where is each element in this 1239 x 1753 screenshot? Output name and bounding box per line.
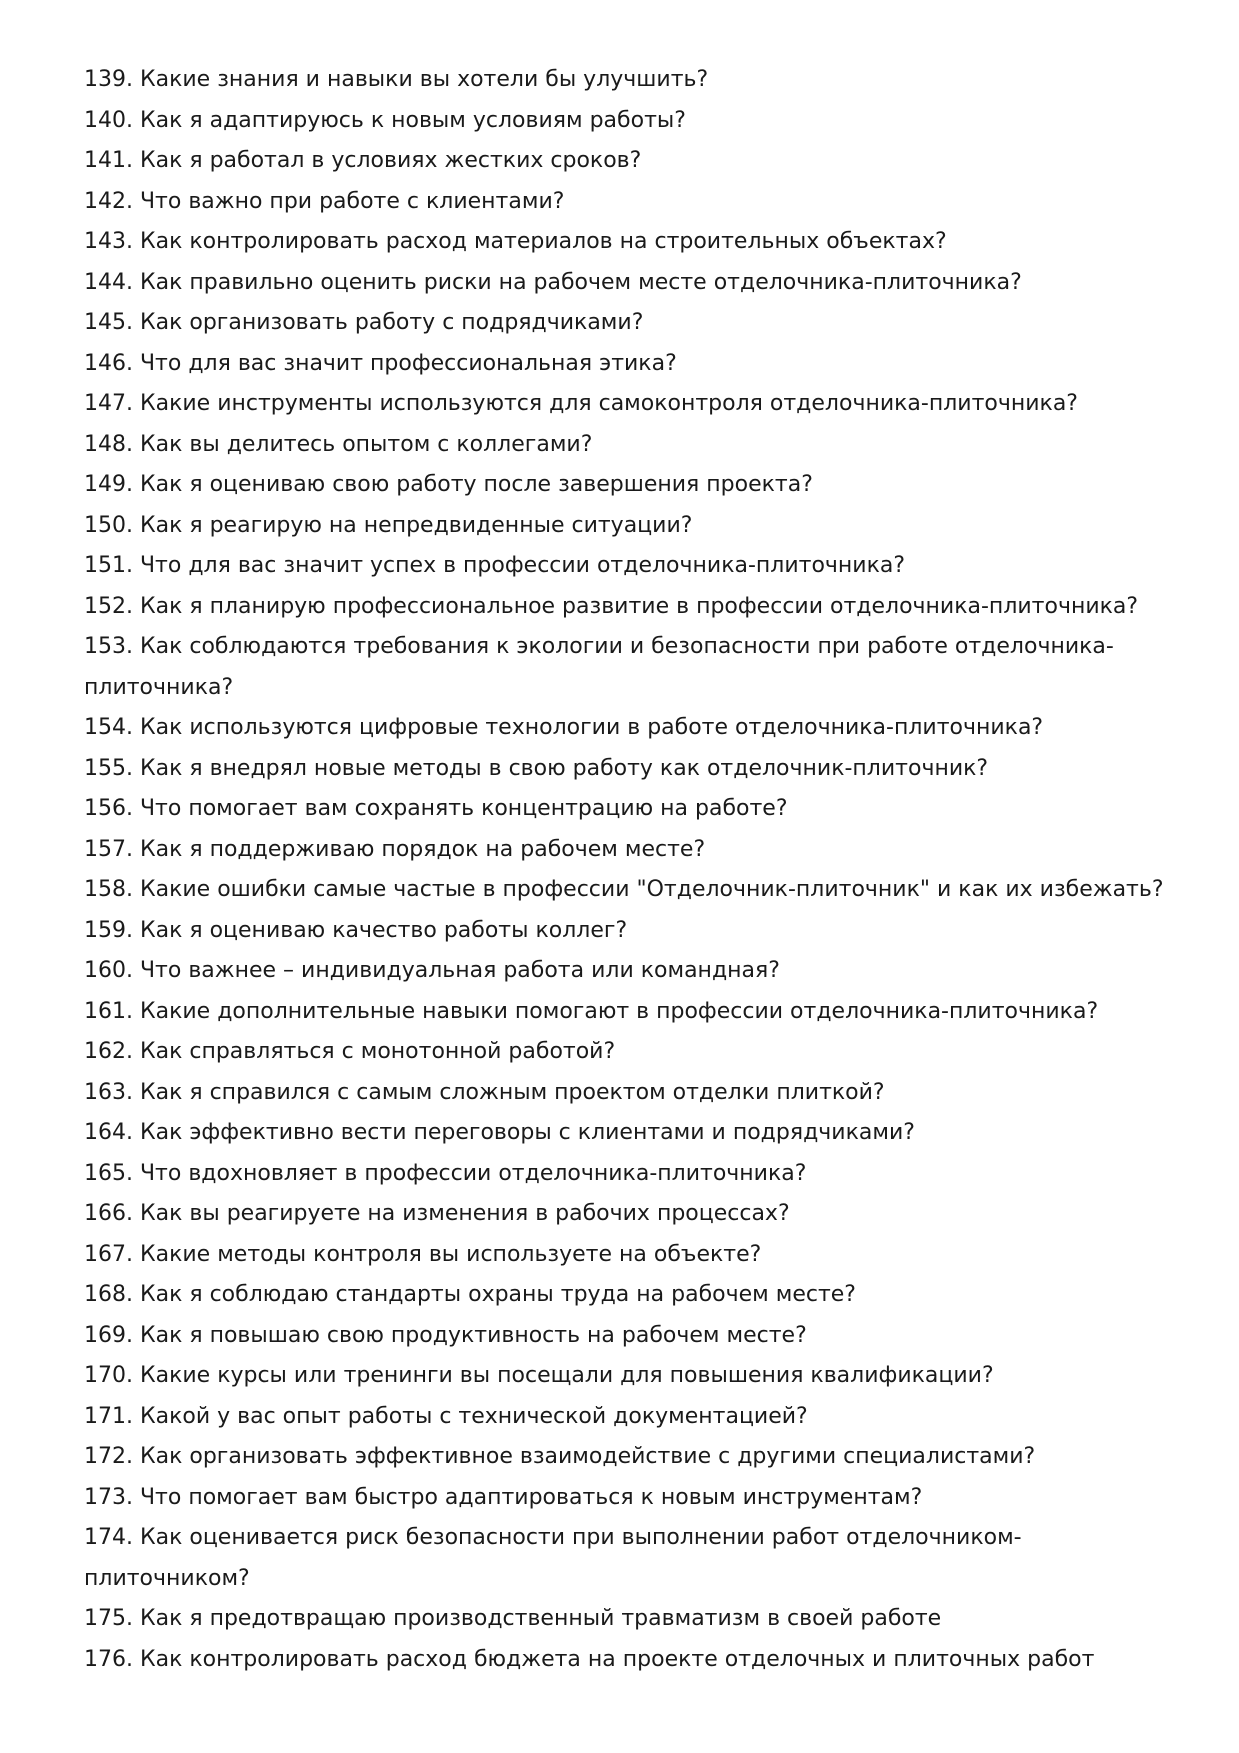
question-item: 172. Как организовать эффективное взаимодействие с другими специалистами? <box>84 1444 1036 1469</box>
question-item: 148. Как вы делитесь опытом с коллегами? <box>84 431 593 457</box>
question-item: 160. Что важнее – индивидуальная работа или командная? <box>84 958 780 983</box>
question-item: 141. Как я работал в условиях жестких сроков? <box>84 148 642 173</box>
question-item: 153. Как соблюдаются требования к экологии и безопасности при работе отделочника-плиточника? <box>84 634 1114 700</box>
question-item: 167. Какие методы контроля вы используете на объекте? <box>84 1241 762 1267</box>
question-item: 139. Какие знания и навыки вы хотели бы улучшить? <box>84 67 709 92</box>
question-item: 158. Какие ошибки самые частые в профессии "Отделочник-плиточник" и как их избежать? <box>84 877 1164 902</box>
question-item: 174. Как оценивается риск безопасности при выполнении работ отделочником-плиточником? <box>84 1525 1022 1591</box>
question-item: 150. Как я реагирую на непредвиденные ситуации? <box>84 512 693 538</box>
question-item: 165. Что вдохновляет в профессии отделочника-плиточника? <box>84 1160 807 1186</box>
question-item: 170. Какие курсы или тренинги вы посещали для повышения квалификации? <box>84 1363 994 1388</box>
question-item: 151. Что для вас значит успех в профессии отделочника-плиточника? <box>84 553 906 578</box>
question-item: 176. Как контролировать расход бюджета на проекте отделочных и плиточных работ <box>84 1646 1095 1672</box>
question-item: 164. Как эффективно вести переговоры с клиентами и подрядчиками? <box>84 1120 915 1145</box>
question-item: 143. Как контролировать расход материалов на строительных объектах? <box>84 229 947 254</box>
question-item: 161. Какие дополнительные навыки помогают в профессии отделочника-плиточника? <box>84 998 1099 1024</box>
question-item: 173. Что помогает вам быстро адаптироваться к новым инструментам? <box>84 1484 923 1510</box>
question-item: 169. Как я повышаю свою продуктивность на рабочем месте? <box>84 1322 807 1348</box>
question-item: 171. Какой у вас опыт работы с технической документацией? <box>84 1403 808 1429</box>
question-item: 175. Как я предотвращаю производственный травматизм в своей работе <box>84 1606 942 1631</box>
question-item: 156. Что помогает вам сохранять концентрацию на работе? <box>84 796 788 821</box>
question-list <box>84 60 1164 1680</box>
document-page <box>84 60 1164 1680</box>
question-item: 168. Как я соблюдаю стандарты охраны труда на рабочем месте? <box>84 1282 856 1307</box>
question-item: 152. Как я планирую профессиональное развитие в профессии отделочника-плиточника? <box>84 593 1139 619</box>
question-item: 163. Как я справился с самым сложным проектом отделки плиткой? <box>84 1079 885 1105</box>
question-item: 147. Какие инструменты используются для самоконтроля отделочника-плиточника? <box>84 391 1078 416</box>
question-item: 159. Как я оцениваю качество работы коллег? <box>84 917 628 943</box>
question-item: 162. Как справляться с монотонной работой? <box>84 1039 616 1064</box>
question-item: 145. Как организовать работу с подрядчиками? <box>84 310 644 335</box>
question-item: 146. Что для вас значит профессиональная этика? <box>84 350 677 376</box>
question-item: 155. Как я внедрял новые методы в свою работу как отделочник-плиточник? <box>84 755 989 781</box>
question-item: 154. Как используются цифровые технологии в работе отделочника-плиточника? <box>84 715 1044 740</box>
question-item: 149. Как я оцениваю свою работу после завершения проекта? <box>84 472 813 497</box>
question-item: 144. Как правильно оценить риски на рабочем месте отделочника-плиточника? <box>84 269 1022 295</box>
question-item: 166. Как вы реагируете на изменения в рабочих процессах? <box>84 1201 790 1226</box>
question-item: 157. Как я поддерживаю порядок на рабочем месте? <box>84 836 706 862</box>
question-item: 142. Что важно при работе с клиентами? <box>84 188 565 214</box>
question-item: 140. Как я адаптируюсь к новым условиям работы? <box>84 107 686 133</box>
